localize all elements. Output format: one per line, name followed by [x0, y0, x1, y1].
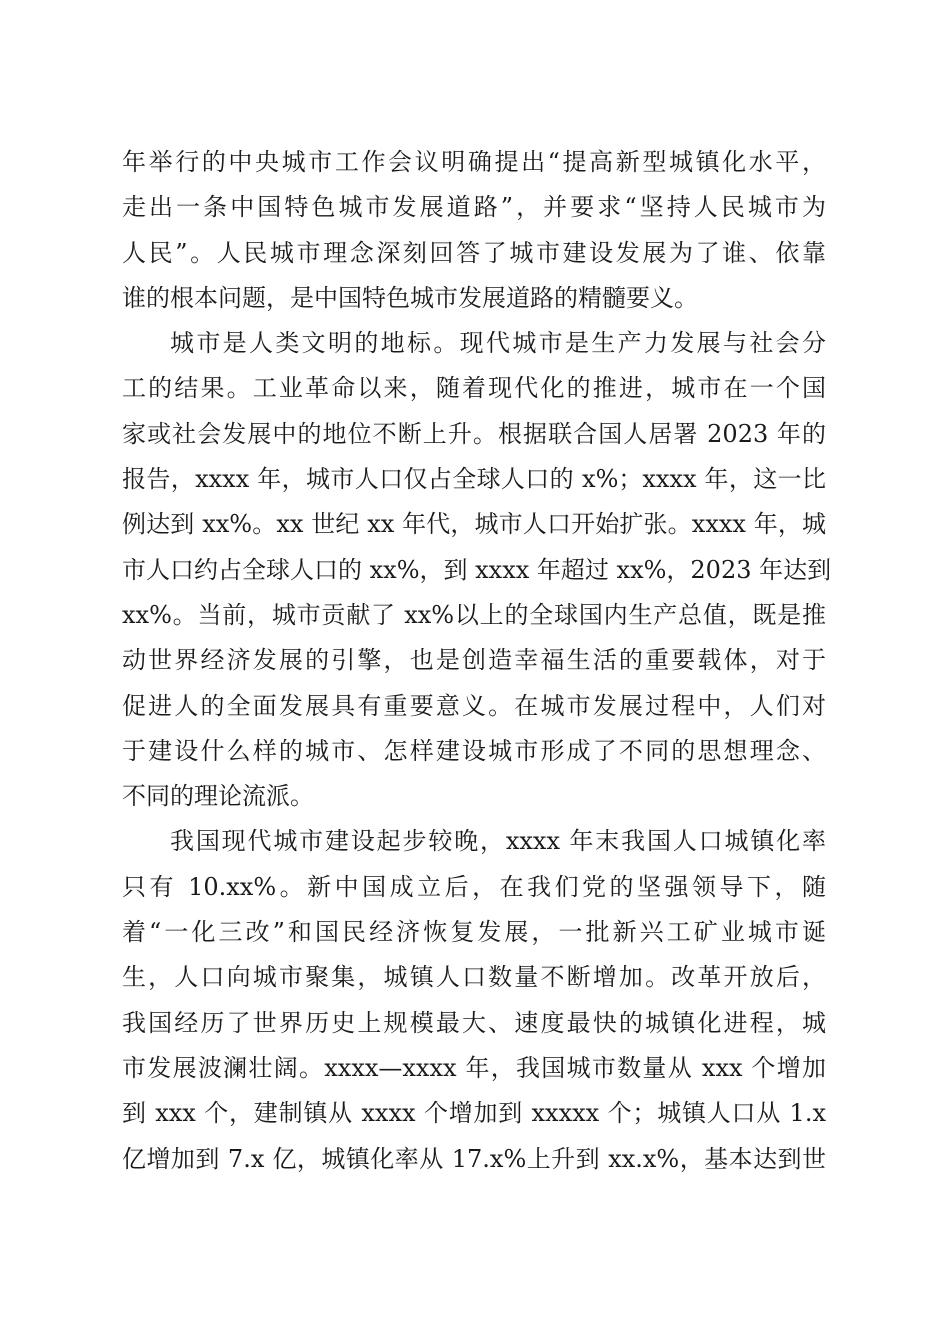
- text-line: 报告，xxxx 年，城市人口仅占全球人口的 x%；xxxx 年，这一比: [122, 465, 826, 494]
- text-line: 着“一化三改”和国民经济恢复发展，一批新兴工矿业城市诞: [122, 918, 826, 947]
- text-line: 我国现代城市建设起步较晚，xxxx 年末我国人口城镇化率: [170, 827, 826, 856]
- paragraph: [122, 819, 826, 1181]
- text-line: 不同的理论流派。: [122, 782, 314, 811]
- paragraph: [122, 140, 826, 321]
- text-line: 谁的根本问题，是中国特色城市发展道路的精髓要义。: [122, 283, 698, 312]
- text-line: 市人口约占全球人口的 xx%，到 xxxx 年超过 xx%，2023 年达到: [122, 555, 832, 584]
- text-line: 亿增加到 7.x 亿，城镇化率从 17.x%上升到 xx.x%，基本达到世: [122, 1144, 826, 1173]
- text-line: 于建设什么样的城市、怎样建设城市形成了不同的思想理念、: [122, 736, 826, 765]
- text-line: 城市是人类文明的地标。现代城市是生产力发展与社会分: [170, 329, 826, 358]
- text-line: 生，人口向城市聚集，城镇人口数量不断增加。改革开放后，: [122, 963, 826, 992]
- text-line: 家或社会发展中的地位不断上升。根据联合国人居署 2023 年的: [122, 419, 826, 448]
- text-line: xx%。当前，城市贡献了 xx%以上的全球国内生产总值，既是推: [122, 600, 826, 629]
- text-line: 市发展波澜壮阔。xxxx—xxxx 年，我国城市数量从 xxx 个增加: [122, 1053, 826, 1082]
- text-line: 动世界经济发展的引擎，也是创造幸福生活的重要载体，对于: [122, 646, 826, 675]
- text-line: 到 xxx 个，建制镇从 xxxx 个增加到 xxxxx 个；城镇人口从 1.x: [122, 1099, 826, 1128]
- text-line: 例达到 xx%。xx 世纪 xx 年代，城市人口开始扩张。xxxx 年，城: [122, 510, 826, 539]
- body-text: [122, 140, 832, 1182]
- text-line: 我国经历了世界历史上规模最大、速度最快的城镇化进程，城: [122, 1008, 826, 1037]
- text-line: 促进人的全面发展具有重要意义。在城市发展过程中，人们对: [122, 691, 826, 720]
- paragraph: [122, 321, 832, 819]
- text-line: 年举行的中央城市工作会议明确提出“提高新型城镇化水平，: [122, 148, 826, 176]
- text-line: 人民”。人民城市理念深刻回答了城市建设发展为了谁、依靠: [122, 238, 826, 267]
- text-line: 走出一条中国特色城市发展道路”，并要求“坚持人民城市为: [122, 193, 826, 222]
- text-line: 只有 10.xx%。新中国成立后，在我们党的坚强领导下，随: [122, 872, 826, 901]
- text-line: 工的结果。工业革命以来，随着现代化的推进，城市在一个国: [122, 374, 826, 403]
